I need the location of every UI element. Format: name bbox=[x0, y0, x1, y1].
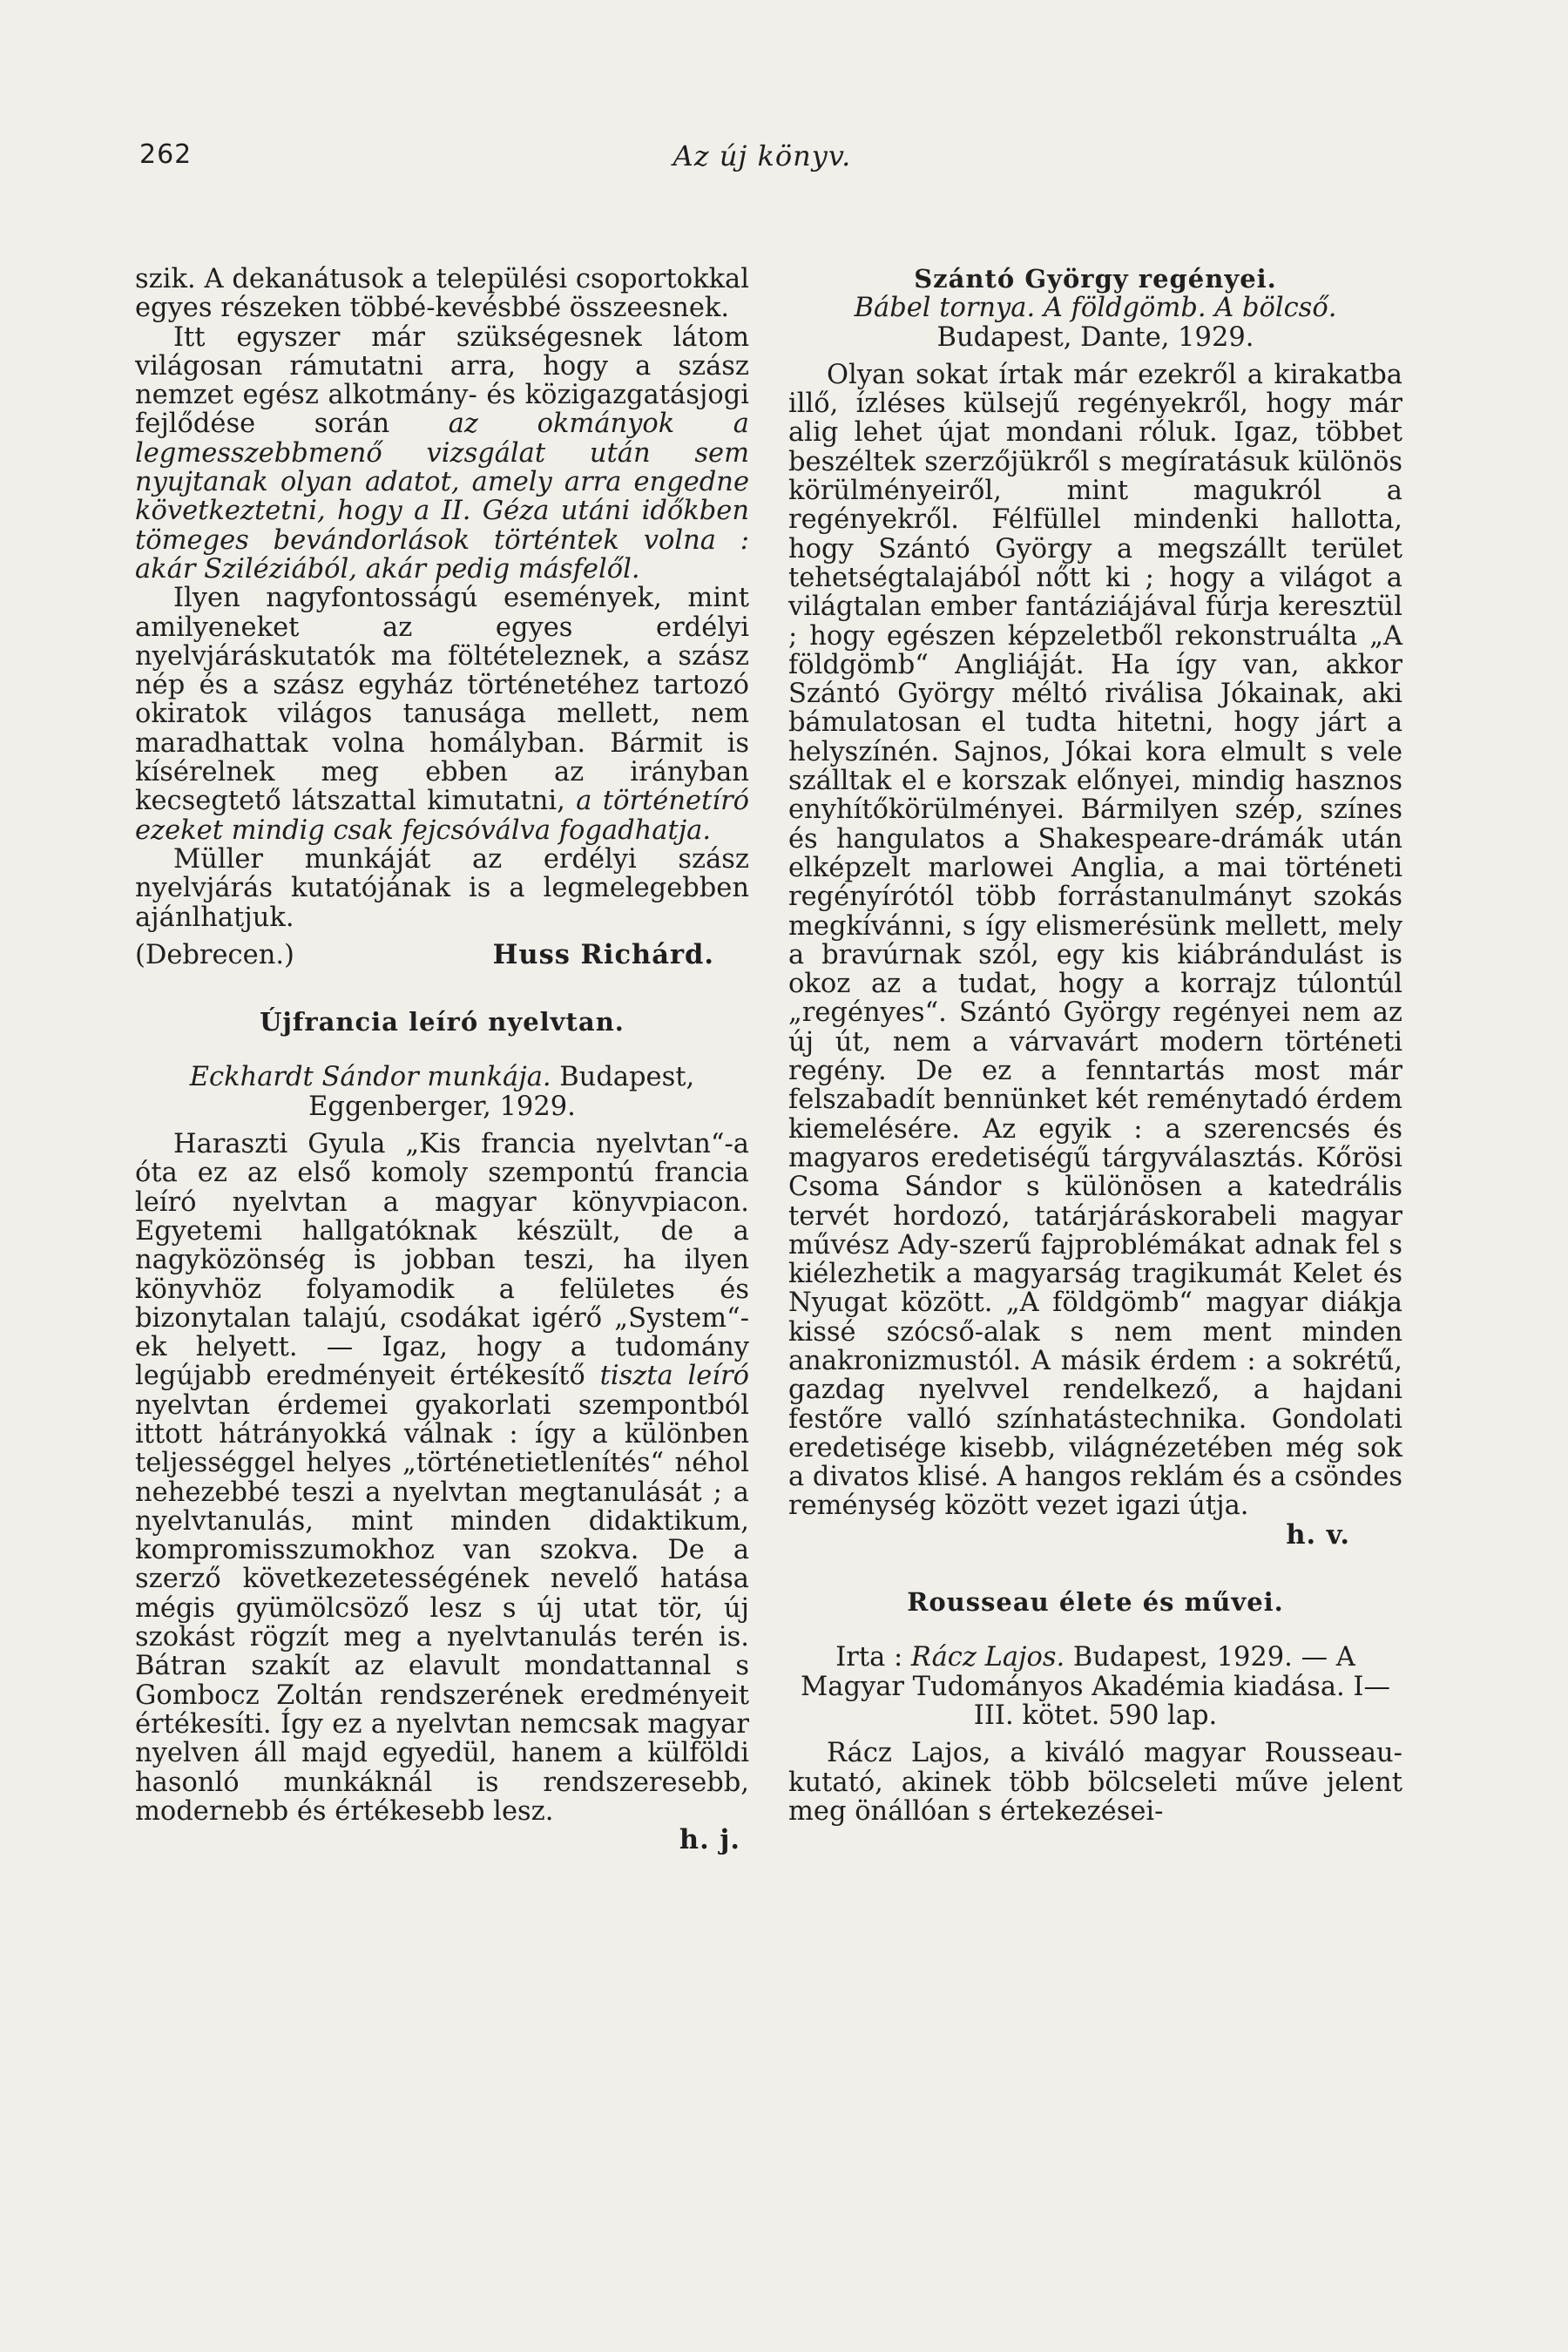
ujfrancia-text-a: Haraszti Gyula „Kis francia nyelvtan“-a óta ez az első komoly szempontú francia leíró nyelvtan a magyar könyvpiacon. Egyetemi hallgatóknak készült, de a nagyközönség is jobban teszi, ha ilyen könyvhöz folyamodik a felületes és bizonytalan talajú, csodákat igérő „System“-ek helyett. — Igaz, hogy a tudomány legújabb eredményeit értékesítő bbox=[135, 1129, 749, 1392]
rousseau-pub-a: Irta : bbox=[835, 1642, 911, 1673]
rousseau-author: Rácz Lajos. bbox=[910, 1642, 1065, 1673]
paragraph-2-italic: az okmányok a legmesszebbmenő vizsgálat után sem nyujtanak olyan adatot, amely arra engedne következtetni, hogy a II. Géza utáni időkben tömeges bevándorlások történtek volna : akár Sziléziából, akár pedig másfelől. bbox=[135, 409, 749, 585]
section-title-ujfrancia: Újfrancia leíró nyelvtan. bbox=[260, 1007, 625, 1037]
paragraph-3-italic: a történetíró ezeket mindig csak fejcsóválva fogadhatja. bbox=[135, 786, 750, 846]
book-citation-rousseau bbox=[788, 1643, 1402, 1730]
running-title: Az új könyv. bbox=[672, 139, 852, 172]
paragraph-rousseau: Rácz Lajos, a kiváló magyar Rousseau-kutató, akinek több bölcseleti műve jelent meg önállóan s értekezései- bbox=[788, 1738, 1402, 1827]
szanto-signature: h. v. bbox=[1286, 1518, 1350, 1551]
rousseau-pub-b: Budapest, 1929. — A Magyar Tudományos Akadémia kiadása. I—III. kötet. 590 lap. bbox=[801, 1642, 1390, 1731]
review-place: (Debrecen.) bbox=[135, 939, 294, 970]
book-publication-szanto: Budapest, Dante, 1929. bbox=[936, 321, 1254, 353]
page-number: 262 bbox=[139, 139, 193, 170]
book-publication: Budapest, Eggenberger, 1929. bbox=[308, 1062, 695, 1122]
paragraph-szanto: Olyan sokat írtak már ezekről a kirakatba illő, ízléses külsejű regényekről, hogy már alig lehet újat mondani róluk. Igaz, többet beszéltek szerzőjükről s megíratásuk különös körülményeiről, mint magukról a regényekről. Félfüllel mindenki hallotta, hogy Szántó György a megszállt terület tehetségtalajából nőtt ki ; hogy a világot a világtalan ember fantáziájával fúrja keresztül ; hogy egészen képzeletből rekonstruálta „A földgömb“ Angliáját. Ha így van, akkor Szántó György méltó riválisa Jókainak, aki bámulatosan el tudta hitetni, hogy járt a helyszínén. Sajnos, Jókai kora elmult s vele szálltak el e korszak előnyei, mindig hasznos enyhítőkörülményei. Bármilyen szép, színes és hangulatos a Shakespeare-drámák után elképzelt marlowei Anglia, a mai történeti regényírótól több forrástanulmányt szokás megkívánni, s így elismerésünk mellett, mely a bravúrnak szól, egy kis kiábrándulást is okoz az a tudat, hogy a korrajz túlontúl „regényes“. Szántó György regényei nem az új út, nem a várvavárt modern történeti regény. De ez a fenntartás most már felszabadít bennünket két reménytadó érdem kiemelésére. Az egyik : a szerencsés és magyaros eredetiségű tárgyválasztás. Kőrösi Csoma Sándor s különösen a katedrális tervét hordozó, tatárjáráskorabeli magyar művész Ady-szerű fajproblémákat adnak fel s kiélezhetik a magyarság tragikumát Kelet és Nyugat között. „A földgömb“ magyar diákja kissé szócső-alak s nem ment minden anakronizmustól. A másik érdem : a sokrétű, gazdag nyelvvel rendelkező, a hajdani festőre valló színhatástechnika. Gondolati eredetisége kisebb, világnézetében még sok a divatos klisé. A hangos reklám és a csöndes reménység között vezet igazi útja. bbox=[788, 359, 1402, 1522]
ujfrancia-text-c: nyelvtan érdemei gyakorlati szempontból ittott hátrányokká válnak : így a különben teljességgel helyes „történetietlenítés“ néhol nehezebbé teszi a nyelvtan megtanulását ; a nyelvtanulás, mint minden didaktikum, kompromisszumokhoz van szokva. De a szerző következetességének nevelő hatása mégis gyümölcsöző lesz s új utat tör, új szokást rögzít meg a nyelvtanulás terén is. Bátran szakít az elavult mondattannal s Gombocz Zoltán rendszerének eredményeit értékesíti. Így ez a nyelvtan nemcsak magyar nyelven áll majd egyedül, hanem a külföldi hasonló munkáknál is rendszeresebb, modernebb és értékesebb lesz. bbox=[135, 1389, 749, 1827]
ujfrancia-signature: h. j. bbox=[679, 1824, 740, 1856]
page-header bbox=[139, 139, 1385, 192]
paragraph-3-text: Ilyen nagyfontosságú események, mint amilyeneket az egyes erdélyi nyelvjáráskutatók ma föltételeznek, a szász nép és a szász egyház történetéhez tartozó okiratok világos tanusága mellett, nem maradhattak volna homályban. Bármit is kísérelnek meg ebben az irányban kecsegtető látszattal kimutatni, bbox=[135, 583, 749, 817]
ujfrancia-italic: tiszta leíró bbox=[599, 1361, 749, 1392]
left-column bbox=[135, 265, 749, 1855]
review-signature-line bbox=[135, 938, 749, 970]
paragraph-2 bbox=[135, 323, 749, 585]
paragraph-intro: szik. A dekanátusok a települési csoportokkal egyes részeken többé-kevésbbé összeesnek. bbox=[135, 264, 749, 324]
section-title-rousseau: Rousseau élete és művei. bbox=[907, 1587, 1284, 1618]
paragraph-2-text: Itt egyszer már szükségesnek látom világosan rámutatni arra, hogy a szász nemzet egész alkotmány- és közigazgatásjogi fejlődése során bbox=[135, 321, 749, 440]
review-signature: Huss Richárd. bbox=[492, 938, 714, 970]
ujfrancia-signature-line bbox=[135, 1826, 749, 1855]
section-title-szanto: Szántó György regényei. bbox=[914, 264, 1277, 294]
paragraph-ujfrancia bbox=[135, 1130, 749, 1826]
book-citation-ujfrancia bbox=[135, 1063, 749, 1121]
book-author: Eckhardt Sándor munkája. bbox=[189, 1062, 551, 1093]
right-column bbox=[788, 265, 1402, 1826]
book-works-szanto: Bábel tornya. A földgömb. A bölcső. bbox=[854, 293, 1337, 324]
szanto-signature-line bbox=[788, 1518, 1402, 1551]
paragraph-3 bbox=[135, 584, 749, 845]
paragraph-4: Müller munkáját az erdélyi szász nyelvjárás kutatójának is a legmelegebben ajánlhatjuk. bbox=[135, 843, 749, 933]
